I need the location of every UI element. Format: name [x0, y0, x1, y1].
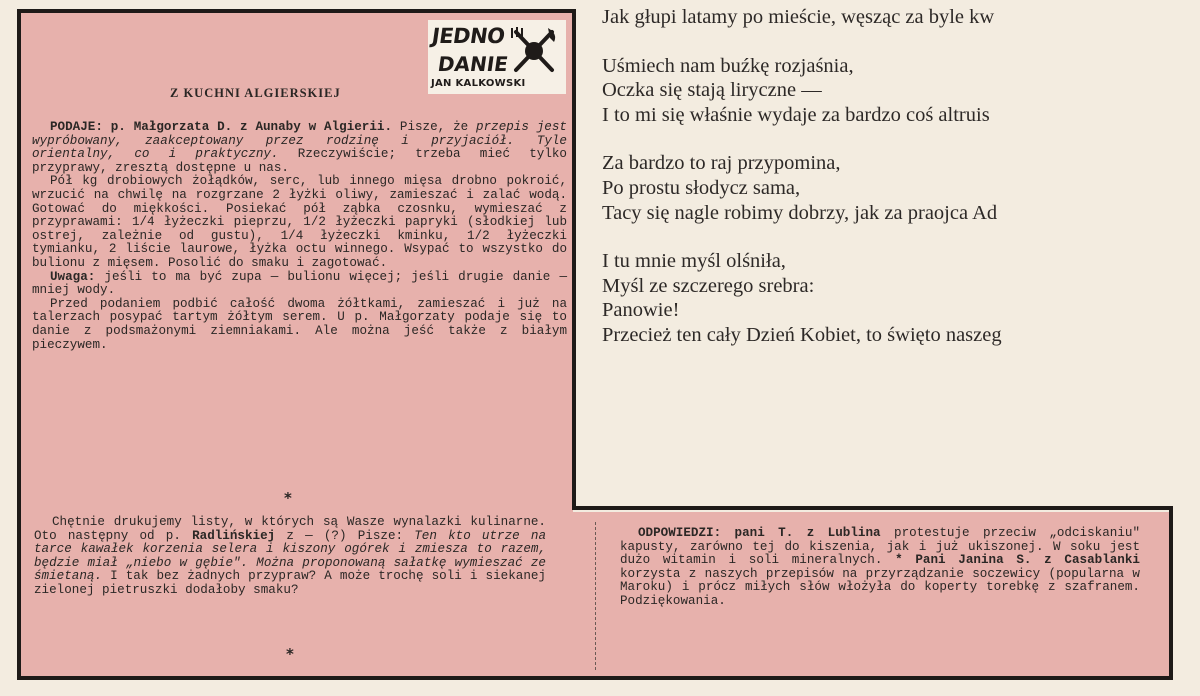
poem-line: Panowie! [602, 299, 680, 322]
answers-column [620, 527, 1140, 609]
letters-text-1: Chętnie drukujemy listy, w których są Wasze wynalazki kulinarne. Oto następny od p. [34, 515, 546, 543]
poem-stanza-3 [602, 151, 1200, 225]
note-text: jeśli to ma być zupa — bulionu więcej; jeśli drugie danie — mniej wody. [32, 269, 567, 298]
border-top [17, 9, 576, 13]
border-right [1169, 506, 1173, 679]
recipe-paragraph-intro [32, 121, 567, 175]
letters-column [34, 516, 546, 598]
border-bottom [17, 676, 1173, 680]
intro-text: Pisze, że [392, 120, 477, 134]
recipe-column [32, 121, 567, 352]
poem [602, 5, 1200, 372]
poem-line: Przecież ten cały Dzień Kobiet, to święto naszeg [602, 323, 1002, 346]
separator-asterisk-2: * [286, 645, 294, 663]
answers-star: * [895, 553, 903, 568]
answers-text-2: korzysta z naszych przepisów na przyrządzanie soczewicy (popularna w Maroku) i prócz miłych słów włożyła do koperty torebkę z szafranem. Podziękowania. [620, 566, 1140, 608]
letters-paragraph [34, 516, 546, 598]
border-inner-right [572, 9, 576, 510]
intro-quote: przepis jest wypróbowany, zaakceptowany przez rodzinę i przyjaciół. Tyle orientalny, co i praktyczny. [32, 120, 567, 162]
poem-stanza-1 [602, 5, 1200, 30]
poem-line: Za bardzo to raj przypomina, [602, 152, 841, 175]
crossed-cutlery-icon [508, 26, 560, 76]
logo-jedno-text: JEDNO [430, 24, 507, 48]
poem-line: I tu mnie myśl olśniła, [602, 250, 786, 273]
letters-quote: Ten kto utrze na tarce kawałek korzenia selera i kiszony ogórek i zmiesza to razem, będzie miał „niebo w gębie". Można proponowaną sałatkę wymieszać ze śmietaną. [34, 528, 547, 584]
poem-stanza-4 [602, 249, 1200, 347]
intro-text-2: Rzeczywiście; trzeba mieć tylko przyprawy, zresztą dostępne u nas. [32, 147, 567, 175]
answers-paragraph [620, 527, 1140, 609]
recipe-heading: Z KUCHNI ALGIERSKIEJ [170, 86, 341, 100]
poem-line: Jak głupi latamy po mieście, węsząc za byle kw [602, 6, 995, 28]
answers-label: ODPOWIEDZI: pani T. z Lublina [638, 526, 881, 540]
recipe-paragraph-method: Pół kg drobiowych żołądków, serc, lub innego mięsa drobno pokroić, wrzucić na chwilę na rozgrzane 2 łyżki oliwy, zamieszać i zalać wodą. Gotować do miękkości. Posiekać pół ząbka czosnku, wymieszać z przyprawami: 1/4 łyżeczki pieprzu, 1/2 łyżeczki papryki (słodkiej lub ostrej, zależnie od gustu), 1/4 łyżeczki kminku, 1/2 łyżeczki tymianku, 2 liście laurowe, łyżka octu winnego. Wsypać to wszystko do bulionu z mięsem. Posolić do smaku i zagotować. [32, 174, 567, 270]
poem-line: Po prostu słodycz sama, [602, 176, 801, 199]
recipe-paragraph-serving: Przed podaniem podbić całość dwoma żółtkami, zamieszać i już na talerzach posypać tartym żółtym serem. U p. Małgorzaty podaje się to danie z podsmażonymi ziemniakami. Ale można jeść także z białym pieczywem. [32, 296, 567, 352]
separator-asterisk-1: * [284, 489, 292, 507]
column-divider [595, 522, 596, 670]
border-left [17, 9, 21, 679]
note-label: Uwaga: [50, 269, 96, 284]
letters-sender: Radlińskiej [192, 528, 276, 543]
logo-jedno-danie [428, 20, 566, 94]
poem-line: Tacy się nagle robimy dobrzy, jak za praojca Ad [602, 201, 998, 224]
poem-line: I to mi się właśnie wydaje za bardzo coś altruis [602, 103, 990, 126]
letters-text-2: z — (?) Pisze: [275, 528, 415, 543]
logo-danie-text: DANIE [436, 52, 510, 76]
poem-line: Myśl ze szczerego srebra: [602, 274, 815, 297]
border-mid [572, 506, 1173, 510]
recipe-paragraph-note [32, 271, 567, 298]
sender-line: PODAJE: p. Małgorzata D. z Aunaby w Algierii. [50, 120, 393, 134]
poem-line: Oczka się stają liryczne — [602, 79, 822, 102]
letters-text-3: I tak bez żadnych przypraw? A może trochę soli i siekanej zielonej pietruszki dodałoby smaku? [34, 569, 546, 597]
answers-sender-2: Pani Janina S. z Casablanki [902, 553, 1140, 568]
poem-line: Uśmiech nam buźkę rozjaśnia, [602, 54, 854, 77]
logo-author: JAN KALKOWSKI [431, 78, 526, 89]
poem-stanza-2 [602, 54, 1200, 128]
answers-text-1: protestuje przeciw „odciskaniu" kapusty, zarówno tej do kiszenia, jak i już ukiszonej. W soku jest dużo witamin i soli mineralnych. [620, 526, 1140, 568]
